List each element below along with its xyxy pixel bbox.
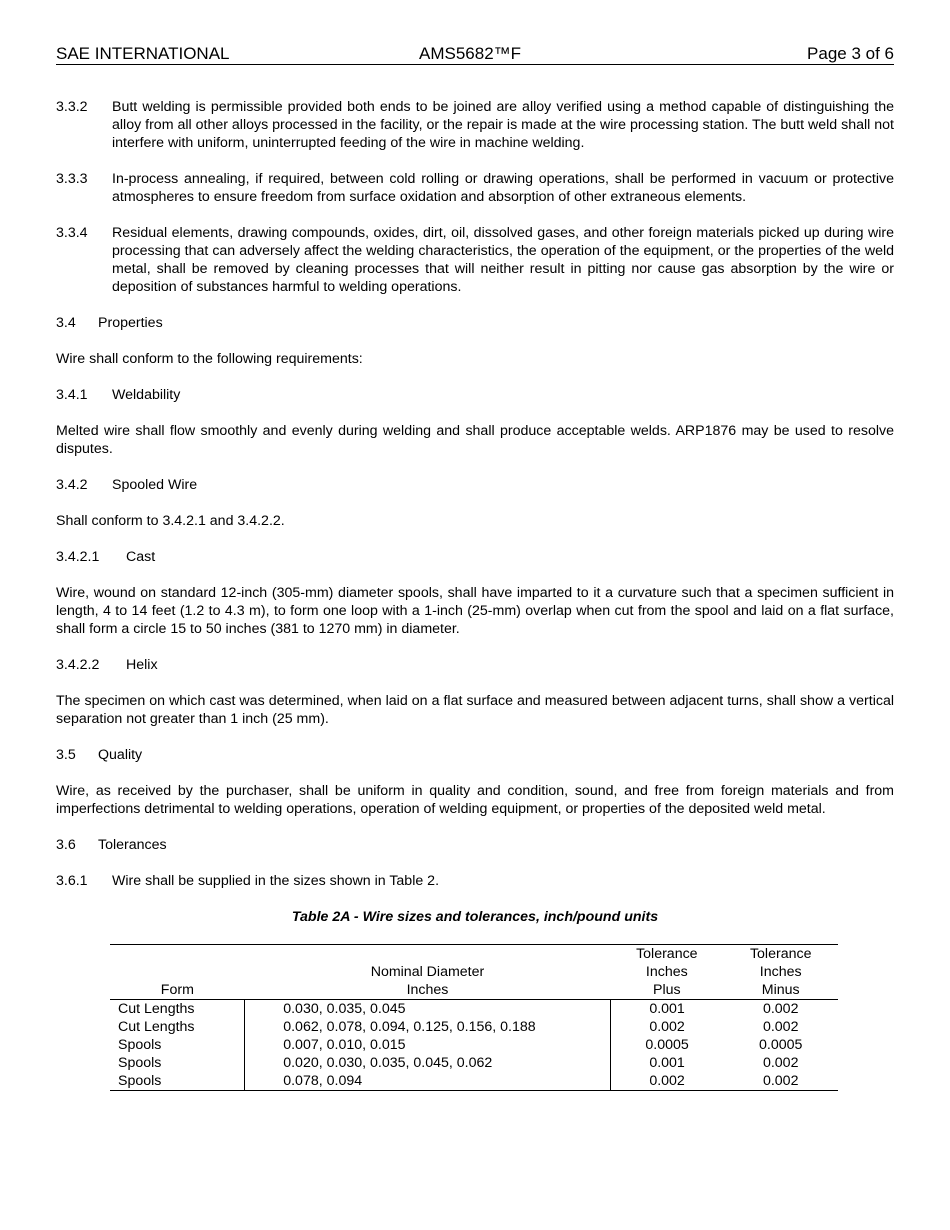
section-text-3-5: Wire, as received by the purchaser, shall be uniform in quality and condition, sound, and free from foreign materials and from imperfections detrimental to welding operations, operation of welding equipment, or properties of the deposited weld metal. bbox=[56, 783, 894, 817]
cell-plus: 0.001 bbox=[649, 1001, 685, 1017]
cell-form: Spools bbox=[110, 1072, 245, 1091]
section-number: 3.4 bbox=[56, 315, 76, 331]
section-number: 3.5 bbox=[56, 747, 76, 763]
section-text-3-4-2: Shall conform to 3.4.2.1 and 3.4.2.2. bbox=[56, 513, 285, 529]
section-number: 3.3.2 bbox=[56, 99, 88, 115]
document-body bbox=[56, 98, 894, 1091]
cell-plus: 0.001 bbox=[649, 1055, 685, 1071]
section-heading-3-4-2 bbox=[56, 476, 894, 494]
column-header-plus bbox=[610, 945, 723, 1000]
table-row bbox=[110, 1018, 838, 1036]
section-heading-3-4-1 bbox=[56, 386, 894, 404]
section-number: 3.4.1 bbox=[56, 387, 88, 403]
table-header-row bbox=[110, 945, 838, 1000]
section-text-3-4-2-2: The specimen on which cast was determined, when laid on a flat surface and measured between adjacent turns, shall show a vertical separation not greater than 1 inch (25 mm). bbox=[56, 693, 894, 727]
header-line: Nominal Diameter bbox=[370, 964, 485, 980]
table-row bbox=[110, 1036, 838, 1054]
cell-plus: 0.002 bbox=[649, 1019, 685, 1035]
table-row bbox=[110, 1072, 838, 1091]
table-row bbox=[110, 1054, 838, 1072]
section-text: In-process annealing, if required, between cold rolling or drawing operations, shall be performed in vacuum or protective atmospheres to ensure freedom from surface oxidation and absorption of other extraneous elements. bbox=[112, 171, 894, 205]
section-heading-3-4 bbox=[56, 314, 894, 332]
cell-form: Spools bbox=[110, 1036, 245, 1054]
section-title: Quality bbox=[98, 747, 143, 763]
section-heading-3-4-2-1 bbox=[56, 548, 894, 566]
wire-sizes-table bbox=[110, 944, 838, 1091]
section-text: Butt welding is permissible provided both ends to be joined are alloy verified using a method capable of distinguishing the alloy from all other alloys processed in the facility, or the repair is made at the wire processing station. The butt weld shall not interfere with uniform, uninterrupted feeding of the wire in machine welding. bbox=[112, 99, 894, 151]
cell-form: Spools bbox=[110, 1054, 245, 1072]
section-3-6-1 bbox=[56, 872, 894, 890]
header-line: Form bbox=[160, 982, 194, 998]
section-heading-3-5 bbox=[56, 746, 894, 764]
section-title: Properties bbox=[98, 315, 163, 331]
cell-diameter: 0.062, 0.078, 0.094, 0.125, 0.156, 0.188 bbox=[245, 1018, 611, 1036]
cell-minus: 0.002 bbox=[762, 1019, 799, 1035]
section-3-3-4 bbox=[56, 224, 894, 296]
cell-plus: 0.002 bbox=[649, 1073, 685, 1089]
cell-diameter: 0.078, 0.094 bbox=[245, 1072, 611, 1091]
header-line: Inches bbox=[645, 964, 688, 980]
column-header-diameter bbox=[245, 945, 611, 1000]
cell-minus: 0.0005 bbox=[759, 1037, 803, 1053]
cell-plus: 0.0005 bbox=[645, 1037, 689, 1053]
header-organization: SAE INTERNATIONAL bbox=[56, 44, 230, 63]
section-title: Tolerances bbox=[98, 837, 167, 853]
section-heading-3-4-2-2 bbox=[56, 656, 894, 674]
table-title: Table 2A - Wire sizes and tolerances, inch/pound units bbox=[291, 909, 659, 925]
section-number: 3.4.2.1 bbox=[56, 549, 100, 565]
cell-form: Cut Lengths bbox=[110, 1000, 245, 1019]
column-header-form bbox=[110, 945, 245, 1000]
header-line: Tolerance bbox=[636, 946, 698, 962]
section-heading-3-6 bbox=[56, 836, 894, 854]
cell-minus: 0.002 bbox=[762, 1055, 799, 1071]
section-number: 3.4.2.2 bbox=[56, 657, 100, 673]
column-header-minus bbox=[723, 945, 838, 1000]
section-text: Wire shall be supplied in the sizes shown in Table 2. bbox=[112, 873, 440, 889]
section-number: 3.3.4 bbox=[56, 225, 88, 241]
header-line: Tolerance bbox=[749, 946, 812, 962]
cell-minus: 0.002 bbox=[762, 1001, 799, 1017]
cell-form: Cut Lengths bbox=[110, 1018, 245, 1036]
page-header bbox=[56, 44, 894, 65]
table-row bbox=[110, 1000, 838, 1019]
section-3-3-3 bbox=[56, 170, 894, 206]
section-text-3-4: Wire shall conform to the following requirements: bbox=[56, 351, 363, 367]
cell-minus: 0.002 bbox=[762, 1073, 799, 1089]
section-3-3-2 bbox=[56, 98, 894, 152]
header-line: Inches bbox=[406, 982, 449, 998]
header-document-number: AMS5682™F bbox=[419, 44, 522, 63]
header-line: Inches bbox=[759, 964, 802, 980]
cell-diameter: 0.030, 0.035, 0.045 bbox=[245, 1000, 611, 1019]
header-page-number: Page 3 of 6 bbox=[807, 44, 894, 63]
section-number: 3.3.3 bbox=[56, 171, 88, 187]
section-number: 3.6.1 bbox=[56, 873, 88, 889]
section-title: Weldability bbox=[112, 387, 181, 403]
section-text-3-4-2-1: Wire, wound on standard 12-inch (305-mm) diameter spools, shall have imparted to it a curvature such that a specimen sufficient in length, 4 to 14 feet (1.2 to 4.3 m), to form one loop with a 1-inch (25-mm) overlap when cut from the spool and laid on a flat surface, shall form a circle 15 to 50 inches (381 to 1270 mm) in diameter. bbox=[56, 585, 894, 637]
section-number: 3.6 bbox=[56, 837, 76, 853]
header-line: Plus bbox=[653, 982, 681, 998]
section-title: Helix bbox=[126, 657, 158, 673]
section-number: 3.4.2 bbox=[56, 477, 88, 493]
section-title: Cast bbox=[126, 549, 156, 565]
header-line: Minus bbox=[761, 982, 800, 998]
section-text-3-4-1: Melted wire shall flow smoothly and evenly during welding and shall produce acceptable welds. ARP1876 may be used to resolve disputes. bbox=[56, 423, 894, 457]
cell-diameter: 0.007, 0.010, 0.015 bbox=[245, 1036, 611, 1054]
section-text: Residual elements, drawing compounds, oxides, dirt, oil, dissolved gases, and other foreign materials picked up during wire processing that can adversely affect the welding characteristics, the operation of the equipment, or the properties of the weld metal, shall be removed by cleaning processes that will neither result in pitting nor cause gas absorption by the wire or deposition of substances harmful to welding operations. bbox=[112, 225, 894, 295]
section-title: Spooled Wire bbox=[112, 477, 198, 493]
cell-diameter: 0.020, 0.030, 0.035, 0.045, 0.062 bbox=[245, 1054, 611, 1072]
